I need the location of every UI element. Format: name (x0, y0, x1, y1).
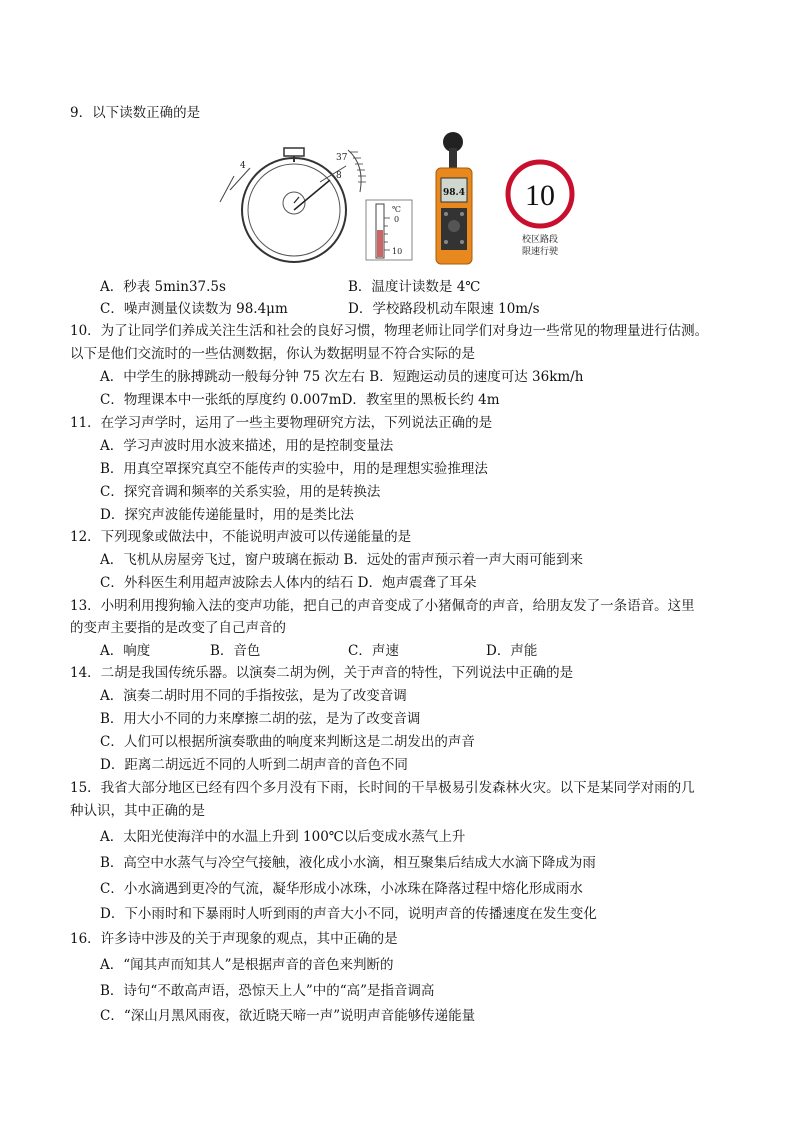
q10-stem-line1: 10．为了让同学们养成关注生活和社会的良好习惯，物理老师让同学们对身边一些常见的物理量进行估测。 (70, 323, 709, 339)
q15-option-b: B．高空中水蒸气与冷空气接触，液化成小水滴，相互聚集后结成大水滴下降成为雨 (100, 855, 596, 871)
q15-option-a: A．太阳光使海洋中的水温上升到 100℃以后变成水蒸气上升 (100, 829, 466, 845)
q13-option-c: C．声速 (348, 643, 399, 659)
q12-stem: 12．下列现象或做法中，不能说明声波可以传递能量的是 (70, 529, 412, 545)
speed-limit-sign-icon (508, 162, 572, 257)
stopwatch-sec-label-8: 8 (336, 171, 342, 181)
q16-option-a: A．“闻其声而知其人”是根据声音的音色来判断的 (100, 957, 394, 973)
q12-options-cd: C．外科医生利用超声波除去人体内的结石 D．炮声震聋了耳朵 (100, 575, 477, 591)
meter-reading: 98.4 (443, 188, 465, 198)
thermometer-frame (366, 200, 412, 260)
q11-option-b: B．用真空罩探究真空不能传声的实验中，用的是理想实验推理法 (100, 461, 488, 477)
q9-option-d: D．学校路段机动车限速 10m/s (348, 301, 540, 317)
thermometer-0: 0 (394, 215, 400, 224)
q13-stem-line1: 13．小明利用搜狗输入法的变声功能，把自己的声音变成了小猪佩奇的声音，给朋友发了一条语音。这里 (70, 598, 695, 614)
q11-stem: 11．在学习声学时，运用了一些主要物理研究方法，下列说法正确的是 (70, 415, 493, 431)
q9-option-b: B．温度计读数是 4℃ (348, 279, 481, 295)
q13-option-a: A．响度 (100, 643, 151, 659)
stopwatch-sec-hand (294, 180, 330, 210)
sign-number: 10 (525, 179, 555, 212)
q13-option-d: D．声能 (486, 643, 538, 659)
thermometer-liquid (377, 230, 383, 257)
q11-option-d: D．探究声波能传递能量时，用的是类比法 (100, 507, 354, 523)
q14-option-b: B．用大小不同的力来摩擦二胡的弦，是为了改变音调 (100, 711, 421, 727)
sign-caption-2: 限速行驶 (521, 247, 559, 257)
q13-stem-line2: 的变声主要指的是改变了自己声音的 (70, 620, 286, 636)
thermometer-icon (366, 200, 412, 260)
q15-option-d: D．下小雨时和下暴雨时人听到雨的声音大小不同，说明声音的传播速度在发生变化 (100, 906, 597, 922)
sign-caption-1: 校区路段 (521, 235, 559, 245)
q16-option-c: C．“深山月黑风雨夜，欲近晓天啼一声”说明声音能够传递能量 (100, 1008, 476, 1024)
stopwatch-sec-ticks (350, 152, 366, 182)
q14-option-a: A．演奏二胡时用不同的手指按弦，是为了改变音调 (100, 688, 407, 704)
q16-option-b: B．诗句“不敢高声语，恐惊天上人”中的“高”是指音调高 (100, 983, 435, 999)
q9-stem: 9．以下读数正确的是 (70, 105, 201, 121)
thermometer-unit: ℃ (392, 205, 401, 214)
q15-stem-line1: 15．我省大部分地区已经有四个多月没有下雨，长时间的干旱极易引发森林火灾。以下是某同学对雨的几 (70, 780, 695, 796)
q12-options-ab: A．飞机从房屋旁飞过，窗户玻璃在振动 B．远处的雷声预示着一声大雨可能到来 (100, 552, 583, 568)
q9-option-a: A．秒表 5min37.5s (100, 279, 226, 295)
q10-options-ab: A．中学生的脉搏跳动一般每分钟 75 次左右 B．短跑运动员的速度可达 36km/h (100, 369, 584, 385)
q10-options-cd: C．物理课本中一张纸的厚度约 0.007mD．教室里的黑板长约 4m (100, 392, 500, 408)
stopwatch-sec-arc (348, 150, 361, 192)
meter-neck (449, 148, 457, 170)
stopwatch-min-hand (294, 197, 299, 203)
q13-option-b: B．音色 (210, 643, 261, 659)
meter-dial-button (448, 220, 460, 232)
stopwatch-min-arc (220, 176, 234, 202)
q9-figure-svg (200, 130, 600, 265)
q11-option-c: C．探究音调和频率的关系实验，用的是转换法 (100, 484, 381, 500)
q9-figure (200, 130, 600, 265)
q15-option-c: C．小水滴遇到更冷的气流，凝华形成小冰珠，小冰珠在降落过程中熔化形成雨水 (100, 881, 583, 897)
q11-option-a: A．学习声波时用水波来描述，用的是控制变量法 (100, 438, 394, 454)
q14-option-c: C．人们可以根据所演奏歌曲的响度来判断这是二胡发出的声音 (100, 734, 475, 750)
q9-option-c: C．噪声测量仪读数为 98.4μm (100, 301, 288, 317)
stopwatch-min-label: 4 (240, 161, 246, 171)
stopwatch-icon (220, 148, 366, 262)
q14-stem: 14．二胡是我国传统乐器。以演奏二胡为例，关于声音的特性，下列说法中正确的是 (70, 665, 574, 681)
q16-stem: 16．许多诗中涉及的关于声现象的观点，其中正确的是 (70, 931, 398, 947)
stopwatch-sec-label-37: 37 (336, 153, 348, 163)
thermometer-10: 10 (392, 247, 403, 256)
stopwatch-crown (284, 148, 304, 156)
q10-stem-line2: 以下是他们交流时的一些估测数据，你认为数据明显不符合实际的是 (70, 346, 475, 362)
q14-option-d: D．距离二胡远近不同的人听到二胡声音的音色不同 (100, 757, 408, 773)
q15-stem-line2: 种认识，其中正确的是 (70, 803, 205, 819)
sound-meter-icon (436, 132, 472, 264)
